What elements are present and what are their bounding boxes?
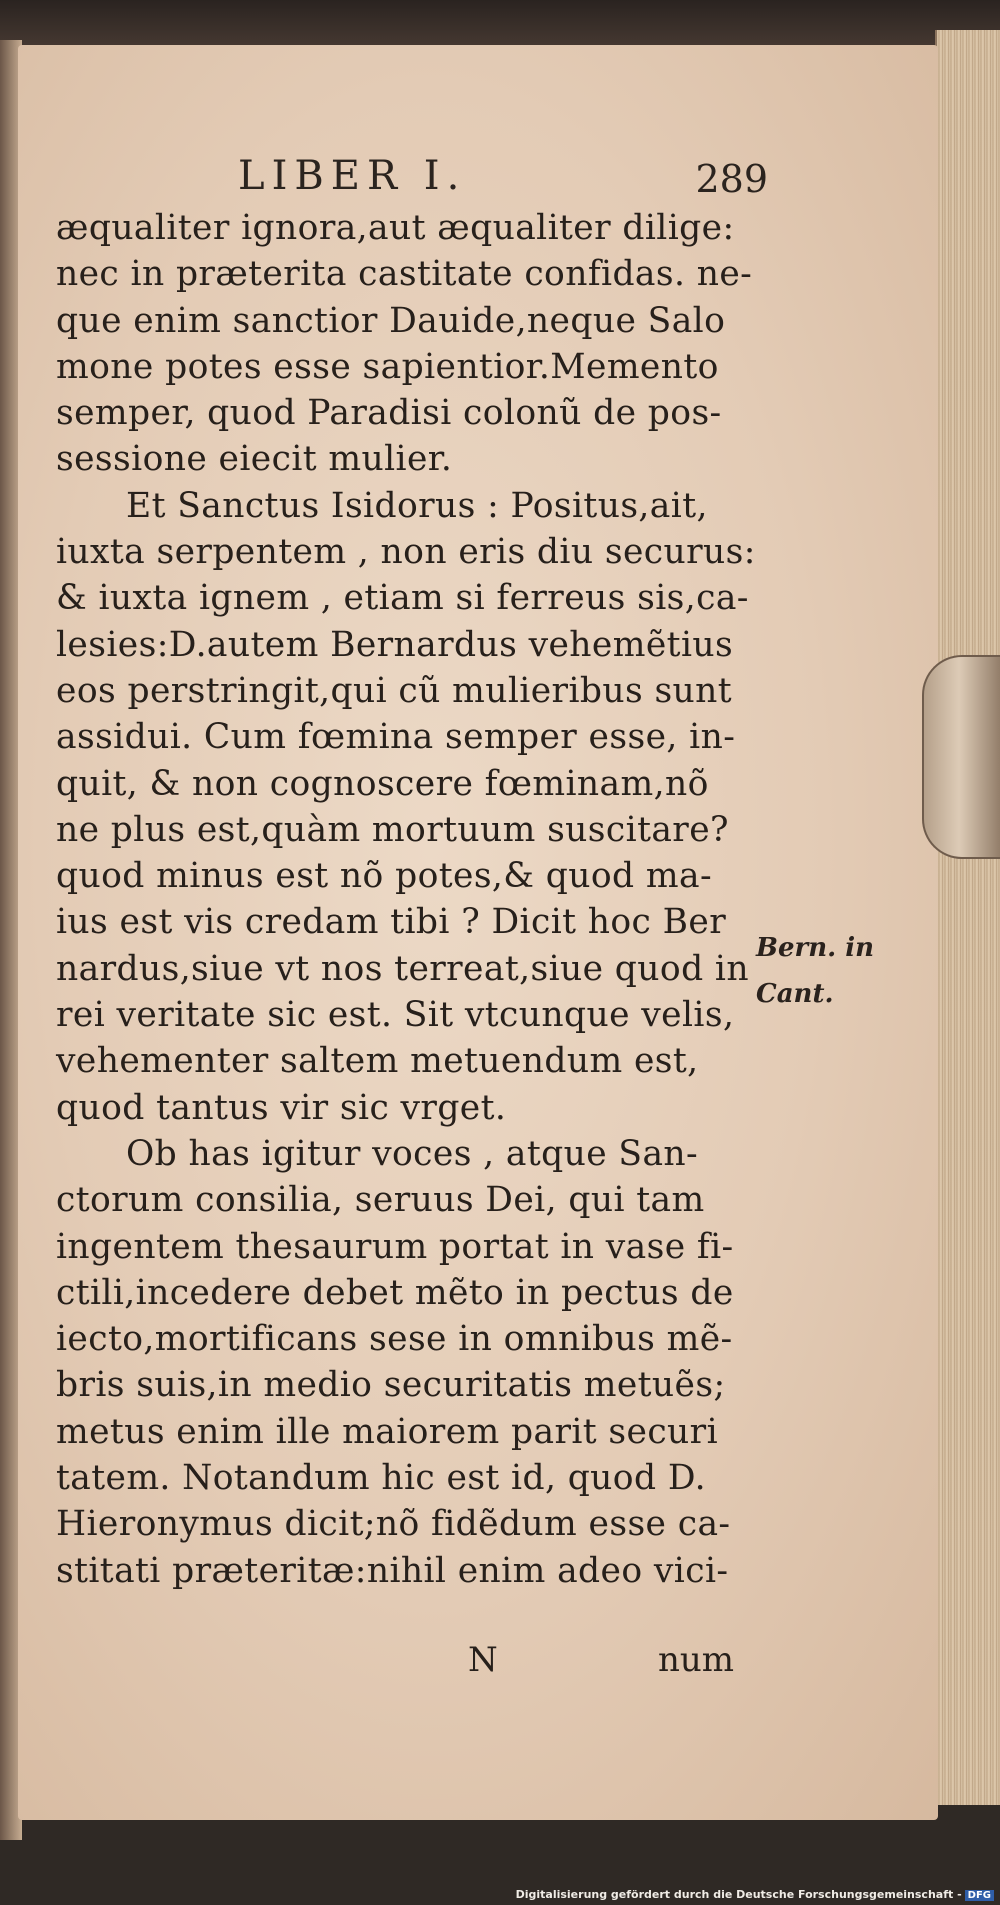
text-line: mone potes esse sapientior.Memento bbox=[56, 346, 719, 387]
text-line: quod tantus vir sic vrget. bbox=[56, 1087, 507, 1128]
page-footer bbox=[78, 1640, 758, 1690]
text-line: ctorum consilia, seruus Dei, qui tam bbox=[56, 1180, 705, 1221]
text-line: eos perstringit,qui cũ mulieribus sunt bbox=[56, 670, 733, 711]
margin-note bbox=[756, 925, 926, 1018]
digitization-credit bbox=[516, 1888, 994, 1901]
running-title: LIBER I. bbox=[238, 153, 467, 199]
margin-note-line: Bern. in bbox=[756, 933, 875, 963]
text-line: que enim sanctior Dauide,neque Salo bbox=[56, 300, 726, 341]
text-line: ius est vis credam tibi ? Dicit hoc Ber bbox=[56, 902, 727, 943]
text-line: ctili,incedere debet mẽto in pectus de bbox=[56, 1272, 734, 1313]
book-page bbox=[18, 45, 938, 1820]
page-tab-marker bbox=[922, 655, 1000, 859]
text-line: sessione eiecit mulier. bbox=[56, 439, 453, 480]
text-line: tatem. Notandum hic est id, quod D. bbox=[56, 1458, 707, 1499]
text-line: iuxta serpentem , non eris diu securus: bbox=[56, 532, 756, 573]
text-line: iecto,mortificans sese in omnibus mẽ- bbox=[56, 1319, 733, 1360]
margin-note-line: Cant. bbox=[756, 979, 834, 1010]
text-line: lesies:D.autem Bernardus vehemẽtius bbox=[56, 624, 734, 665]
text-line: nec in præterita castitate confidas. ne- bbox=[56, 254, 753, 295]
text-line: rei veritate sic est. Sit vtcunque velis, bbox=[56, 995, 735, 1036]
text-line: bris suis,in medio securitatis metuẽs; bbox=[56, 1365, 726, 1406]
text-line: Et Sanctus Isidorus : Positus,ait, bbox=[126, 485, 708, 526]
text-line: assidui. Cum fœmina semper esse, in- bbox=[56, 717, 736, 758]
text-line: metus enim ille maiorem parit securi bbox=[56, 1411, 718, 1452]
text-line: Hieronymus dicit;nõ fidẽdum esse ca- bbox=[56, 1504, 731, 1545]
text-line: stitati præteritæ:nihil enim adeo vici- bbox=[56, 1550, 729, 1591]
text-line: semper, quod Paradisi colonũ de pos- bbox=[56, 393, 722, 434]
signature-mark: N bbox=[468, 1640, 498, 1680]
text-line: Ob has igitur voces , atque San- bbox=[126, 1133, 699, 1174]
body-text bbox=[56, 205, 756, 1594]
catchword: num bbox=[658, 1640, 735, 1680]
page-header bbox=[228, 153, 768, 208]
page-edges bbox=[935, 30, 1000, 1805]
page-number: 289 bbox=[695, 157, 768, 201]
text-line: nardus,siue vt nos terreat,siue quod in bbox=[56, 948, 749, 989]
text-line: quit, & non cognoscere fœminam,nõ bbox=[56, 763, 709, 804]
text-line: æqualiter ignora,aut æqualiter dilige: bbox=[56, 208, 735, 248]
credit-text: Digitalisierung gefördert durch die Deutsche Forschungsgemeinschaft - bbox=[515, 1888, 962, 1901]
text-line: ne plus est,quàm mortuum suscitare? bbox=[56, 809, 729, 850]
dfg-logo: DFG bbox=[965, 1890, 994, 1901]
text-line: quod minus est nõ potes,& quod ma- bbox=[56, 856, 713, 897]
text-line: vehementer saltem metuendum est, bbox=[56, 1041, 699, 1082]
text-line: ingentem thesaurum portat in vase fi- bbox=[56, 1226, 734, 1267]
text-line: & iuxta ignem , etiam si ferreus sis,ca- bbox=[56, 578, 749, 619]
